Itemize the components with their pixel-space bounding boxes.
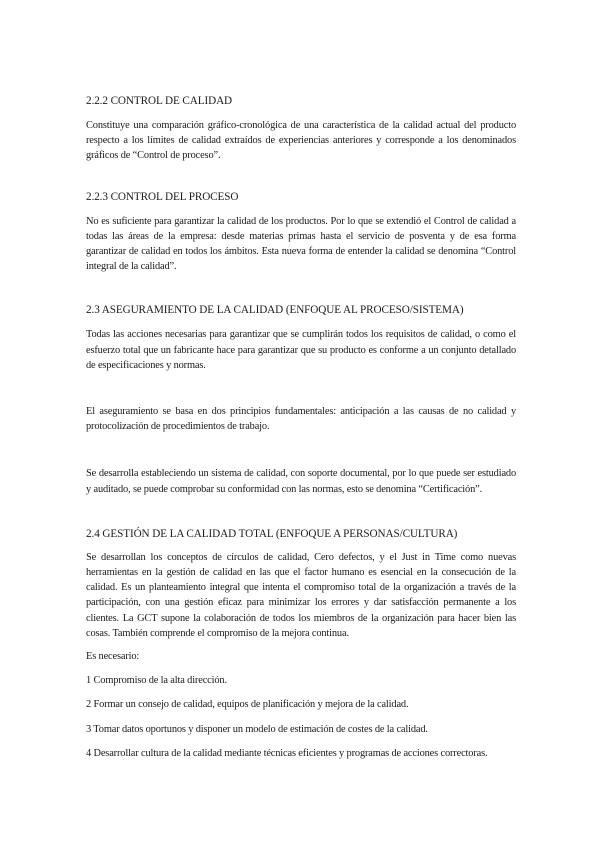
paragraph-control-de-calidad: Constituye una comparación gráfico-cronológica de una característica de la calidad actual del producto respecto a los límites de calidad extraídos de experiencias anteriores y corresponde a los denominados gráficos de “Control de proceso”. (86, 120, 516, 162)
section-heading-2-2-3: 2.2.3 CONTROL DEL PROCESO (86, 190, 239, 203)
list-intro: Es necesario: (86, 651, 140, 663)
paragraph-control-del-proceso: No es suficiente para garantizar la calidad de los productos. Por lo que se extendió el Control de calidad a todas las áreas de la empresa: desde materias primas hasta el servicio de posventa y de esa forma garantizar de calidad en todos los ámbitos. Esta nueva forma de entender la calidad se denomina “Control integral de la calidad”. (86, 215, 516, 273)
document-page (86, 90, 516, 770)
paragraph-gestion-calidad-total: Se desarrollan los conceptos de círculos de calidad, Cero defectos, y el Just in Time como nuevas herramientas en la gestión de calidad en las que el factor humano es esencial en la consecución de la calidad. Es un planteamiento integral que intenta el compromiso total de la organización a través de la participación, con una gestión eficaz para minimizar los errores y dar satisfacción permanente a los clientes. La GCT supone la colaboración de todos los miembros de la organización para hacer bien las cosas. También comprende el compromiso de la mejora continua. (86, 551, 516, 639)
paragraph-aseguramiento-3: Se desarrolla estableciendo un sistema de calidad, con soporte documental, por lo que puede ser estudiado y auditado, se puede comprobar su conformidad con las normas, esto se denomina “Certificación”. (86, 468, 516, 495)
list-item: 2 Formar un consejo de calidad, equipos de planificación y mejora de la calidad. (86, 699, 409, 711)
section-heading-2-4: 2.4 GESTIÓN DE LA CALIDAD TOTAL (ENFOQUE A PERSONAS/CULTURA) (86, 527, 458, 540)
paragraph-aseguramiento-2: El aseguramiento se basa en dos principios fundamentales: anticipación a las causas de no calidad y protocolización de procedimientos de trabajo. (86, 406, 516, 433)
list-item: 3 Tomar datos oportunos y disponer un modelo de estimación de costes de la calidad. (86, 723, 428, 735)
list-item: 1 Compromiso de la alta dirección. (86, 675, 227, 687)
section-heading-2-2-2: 2.2.2 CONTROL DE CALIDAD (86, 95, 233, 107)
paragraph-aseguramiento-1: Todas las acciones necesarias para garantizar que se cumplirán todos los requisitos de calidad, o como el esfuerzo total que un fabricante hace para garantizar que su producto es conforme a un conjunto detallado de especificaciones y normas. (86, 329, 516, 371)
section-heading-2-3: 2.3 ASEGURAMIENTO DE LA CALIDAD (ENFOQUE AL PROCESO/SISTEMA) (86, 304, 464, 317)
list-item: 4 Desarrollar cultura de la calidad mediante técnicas eficientes y programas de acciones correctoras. (86, 747, 488, 759)
